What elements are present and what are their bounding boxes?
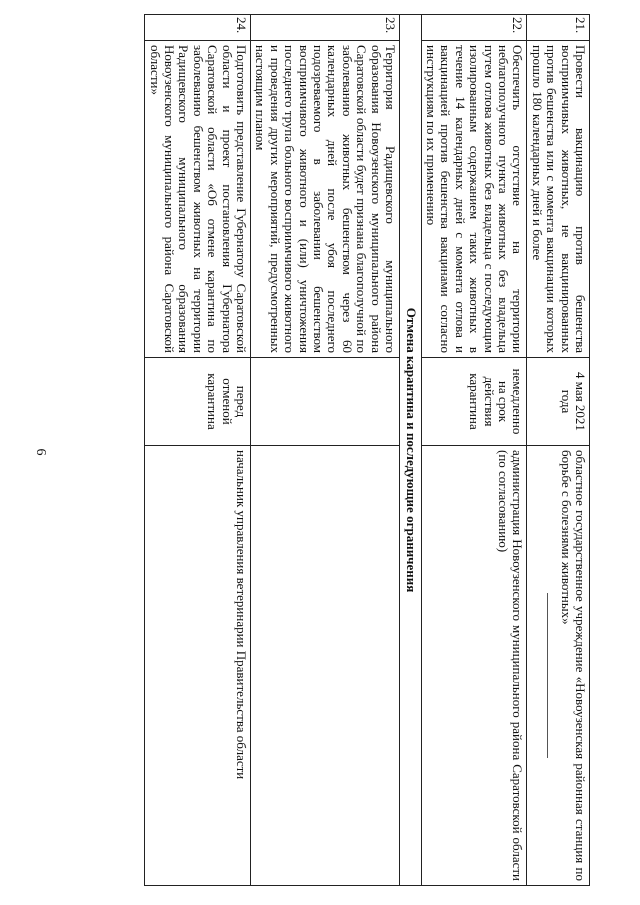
- action-text: Территория Радищевского муниципального образования Новоузенского муниципального района Саратовской области будет признана благополучной по заболеванию животных бешенством через 60 календарных дней после убоя последнего подозреваемого в заболевании бешенством восприимчивого животного и (или) уничтожения последнего трупа больного восприимчивого животного и проведения других мероприятий, предусмотренных настоящим планом: [251, 41, 400, 358]
- rotated-page-content: [60, 14, 590, 885]
- responsible-text: [251, 446, 400, 886]
- plan-table: [144, 14, 590, 886]
- responsible-text: администрация Новоузенского муниципального района Саратовской области (по согласованию): [421, 446, 527, 886]
- deadline-text: 4 мая 2021 года: [527, 358, 590, 446]
- row-number: 23.: [251, 15, 400, 41]
- deadline-text: [251, 358, 400, 446]
- table-row: [527, 15, 590, 886]
- responsible-text: областное государственное учреждение «Новоузенская районная станция по борьбе с болезнями животных»: [527, 446, 590, 886]
- table-row: [251, 15, 400, 886]
- row-number: 22.: [421, 15, 527, 41]
- row-number: 21.: [527, 15, 590, 41]
- end-separator-line: [547, 593, 548, 758]
- deadline-text: немедленно на срок действия карантина: [421, 358, 527, 446]
- section-row: [400, 15, 421, 886]
- row-number: 24.: [145, 15, 251, 41]
- action-text: Подготовить представление Губернатору Саратовской области и проект постановления Губернатора Саратовской области «Об отмене карантина по заболеванию бешенством животных на территории Радищевского муниципального образования Новоузенского муниципального района Саратовской области»: [145, 41, 251, 358]
- page-number: 6: [33, 448, 48, 456]
- table-row: [421, 15, 527, 886]
- responsible-text: начальник управления ветеринарии Правительства области: [145, 446, 251, 886]
- deadline-text: перед отменой карантина: [145, 358, 251, 446]
- action-text: Провести вакцинацию против бешенства восприимчивых животных, не вакцинированных против бешенства или с момента вакцинации которых прошло 180 календарных дней и более: [527, 41, 590, 358]
- action-text: Обеспечить отсутствие на территории неблагополучного пункта животных без владельца путем отлова животных без владельца с последующим изолированным содержанием таких животных в течение 14 календарных дней с момента отлова и вакцинацией против бешенства вакцинами согласно инструкциям по их применению: [421, 41, 527, 358]
- table-row: [145, 15, 251, 886]
- section-title: Отмена карантина и последующие ограничения: [400, 15, 421, 886]
